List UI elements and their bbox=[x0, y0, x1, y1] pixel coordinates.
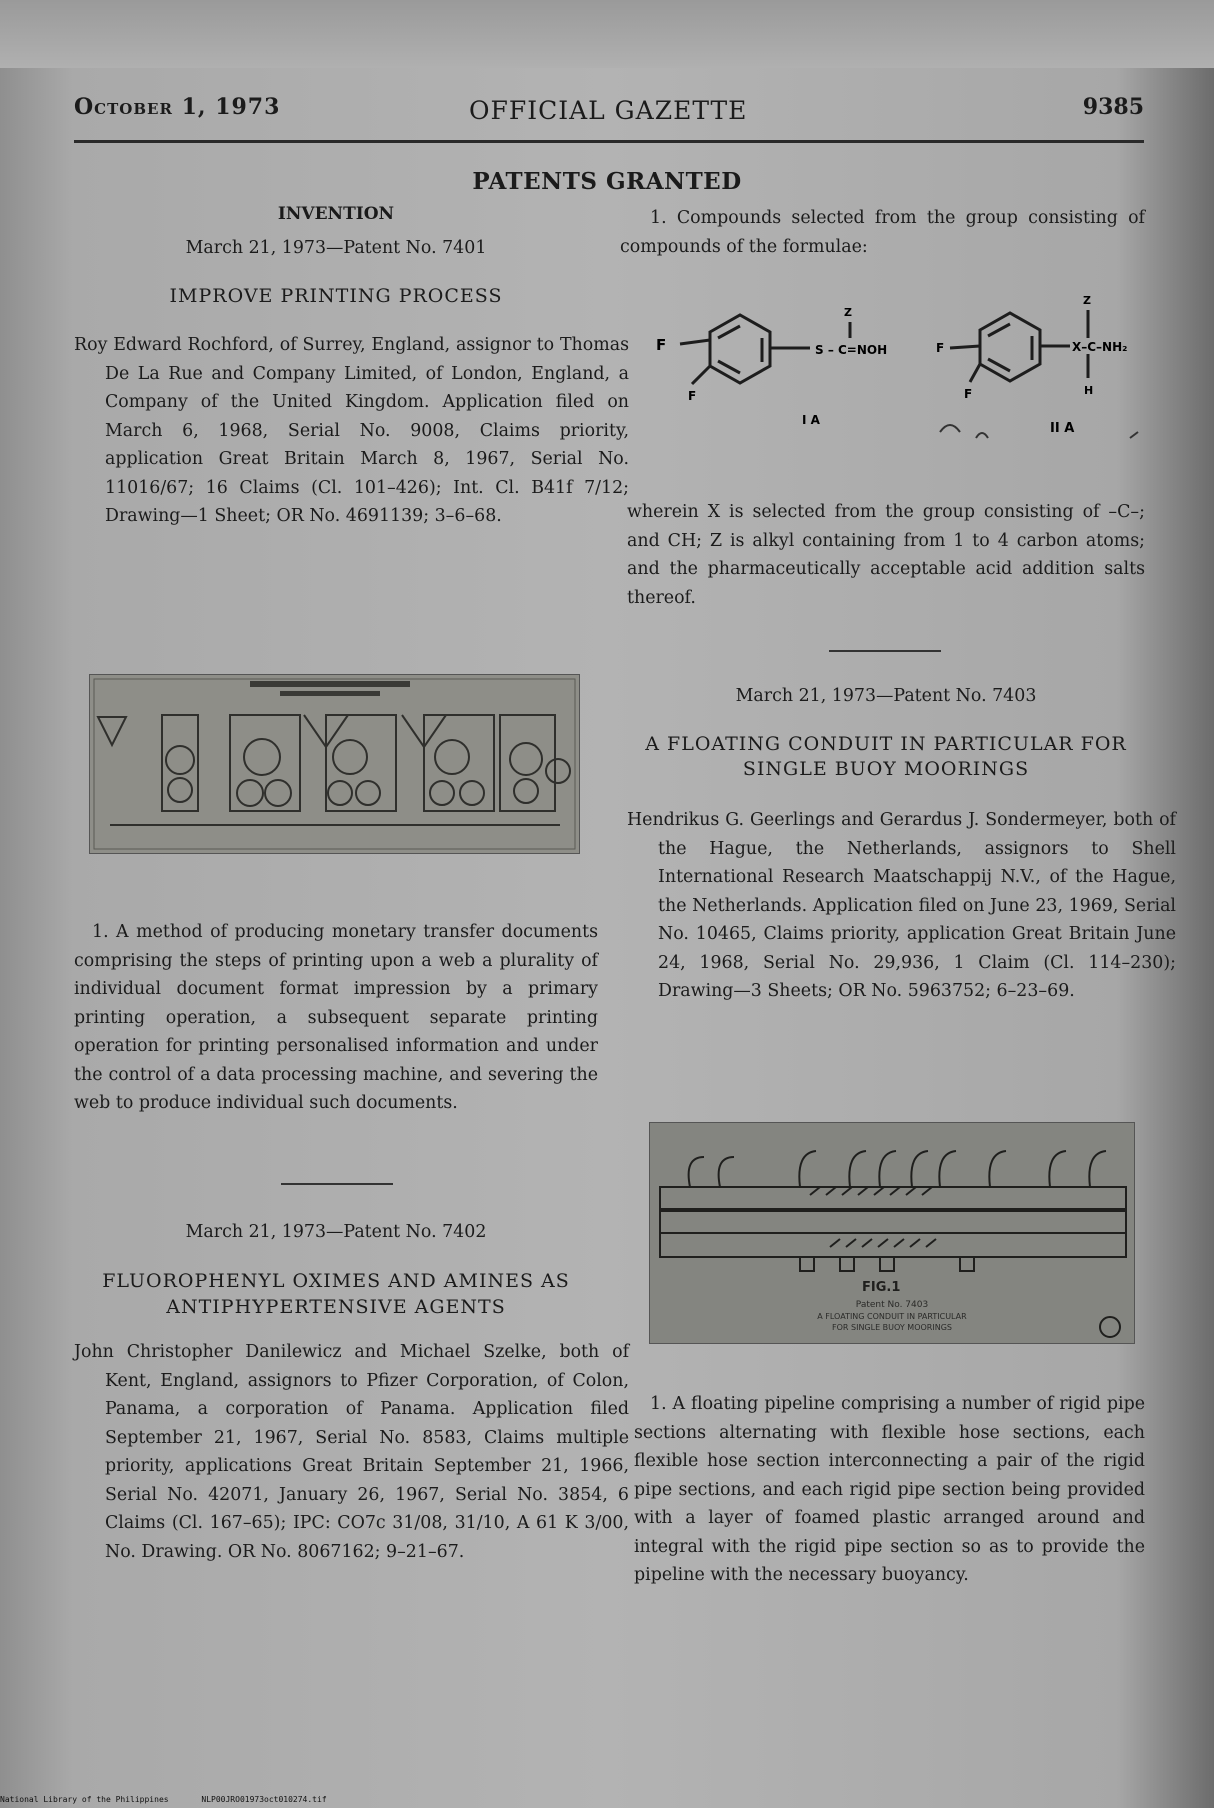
patent-7401-dateline: March 21, 1973—Patent No. 7401 bbox=[185, 238, 487, 258]
patent-7402-title-line2: ANTIPHYPERTENSIVE AGENTS bbox=[166, 1296, 506, 1318]
formula-right-group: X–C–NH₂ bbox=[1072, 340, 1128, 354]
floating-conduit-diagram bbox=[650, 1123, 1134, 1343]
scan-top-band bbox=[0, 0, 1214, 68]
patent-7401-title: IMPROVE PRINTING PROCESS bbox=[169, 285, 503, 307]
invention-label: INVENTION bbox=[277, 204, 395, 224]
footer-library: National Library of the Philippines bbox=[0, 1795, 169, 1804]
patent-7403-dateline: March 21, 1973—Patent No. 7403 bbox=[735, 686, 1037, 706]
patent-7401-claim: 1. A method of producing monetary transfer documents comprising the steps of printing upon a web a plurality of individual document format impression by a primary printing operation, a subsequent separate printing operation for printing personalised information and under the control of a data processing machine, and severing the web to produce individual such documents. bbox=[74, 922, 598, 1113]
chemical-formulae bbox=[640, 282, 1150, 474]
header-date: October 1, 1973 bbox=[74, 94, 281, 120]
patent-7403-title-line2: SINGLE BUOY MOORINGS bbox=[742, 758, 1030, 780]
patent-7403-drawing bbox=[649, 1122, 1135, 1344]
header-page-number: 9385 bbox=[1082, 94, 1144, 120]
formula-label-ia: I A bbox=[802, 413, 820, 427]
patent-7403-body: Hendrikus G. Geerlings and Gerardus J. Sondermeyer, both of the Hague, the Netherlands, assignors to Shell International Research Maatschappij N.V., of the Hague, the Netherlands. Application filed on June 23, 1969, Serial No. 10465, Claims priority, application Great Britain June 24, 1968, Serial No. 29,936, 1 Claim (Cl. 114–230); Drawing—3 Sheets; OR No. 5963752; 6–23–69. bbox=[627, 810, 1176, 1001]
patent-7401-drawing bbox=[89, 674, 580, 854]
patent-7402-dateline: March 21, 1973—Patent No. 7402 bbox=[185, 1222, 487, 1242]
patent-7402-claim-wherein: wherein X is selected from the group consisting of –C–; and CH; Z is alkyl containing from 1 to 4 carbon atoms; and the pharmaceutically acceptable acid addition salts thereof. bbox=[627, 502, 1145, 608]
header-title: OFFICIAL GAZETTE bbox=[469, 96, 748, 125]
formula-right-h: H bbox=[1084, 384, 1094, 397]
patent-7401-body: Roy Edward Rochford, of Surrey, England, assignor to Thomas De La Rue and Company Limited, of London, England, a Company of the United Kingdom. Application filed on March 6, 1968, Serial No. 9008, Claims priority, application Great Britain March 8, 1967, Serial No. 11016/67; 16 Claims (Cl. 101–426); Int. Cl. B41f 7/12; Drawing—1 Sheet; OR No. 4691139; 3–6–68. bbox=[74, 335, 629, 526]
figure3-caption-line2: A FLOATING CONDUIT IN PARTICULAR bbox=[817, 1312, 967, 1321]
formula-right-substituent: F bbox=[936, 341, 945, 355]
figure3-caption-line1: Patent No. 7403 bbox=[855, 1300, 929, 1310]
separator-left bbox=[281, 1183, 393, 1185]
formula-label-iia: II A bbox=[1050, 421, 1075, 436]
patent-7403-title-line1: A FLOATING CONDUIT IN PARTICULAR FOR bbox=[645, 733, 1127, 755]
footer-file: NLP00JRO01973oct010274.tif bbox=[201, 1795, 327, 1804]
header-rule bbox=[74, 140, 1144, 143]
structural-formula-diagram bbox=[640, 282, 1150, 474]
printing-machine-diagram bbox=[90, 675, 579, 853]
formula-left-group: S – C=NOH bbox=[815, 343, 888, 357]
page-header bbox=[74, 94, 1144, 134]
separator-right bbox=[829, 650, 941, 652]
formula-left-substituent: F bbox=[656, 336, 667, 354]
scan-footer bbox=[0, 1795, 327, 1804]
formula-left-z: Z bbox=[844, 306, 852, 319]
figure3-fig-label: FIG.1 bbox=[862, 1280, 901, 1295]
formula-left-f: F bbox=[688, 389, 697, 403]
patent-7402-title-line1: FLUOROPHENYL OXIMES AND AMINES AS bbox=[102, 1270, 570, 1292]
patent-7402-body: John Christopher Danilewicz and Michael Szelke, both of Kent, England, assignors to Pfizer Corporation, of Colon, Panama, a corporation of Panama. Application filed September 21, 1967, Serial No. 8583, Claims multiple priority, applications Great Britain September 21, 1966, Serial No. 42071, January 26, 1967, Serial No. 3854, 6 Claims (Cl. 167–65); IPC: CO7c 31/08, 31/10, A 61 K 3/00, No. Drawing. OR No. 8067162; 9–21–67. bbox=[74, 1342, 629, 1562]
patent-7402-claim-intro: 1. Compounds selected from the group consisting of compounds of the formulae: bbox=[620, 208, 1145, 257]
section-title: PATENTS GRANTED bbox=[472, 168, 742, 195]
figure3-caption-line3: FOR SINGLE BUOY MOORINGS bbox=[832, 1323, 952, 1332]
formula-right-z: Z bbox=[1083, 294, 1091, 307]
patent-7403-claim: 1. A floating pipeline comprising a number of rigid pipe sections alternating with flexible hose sections, each flexible hose section interconnecting a pair of the rigid pipe sections, and each rigid pipe section being provided with a layer of foamed plastic arranged around and integral with the rigid pipe section so as to provide the pipeline with the necessary buoyancy. bbox=[634, 1394, 1145, 1585]
formula-right-f: F bbox=[964, 387, 973, 401]
